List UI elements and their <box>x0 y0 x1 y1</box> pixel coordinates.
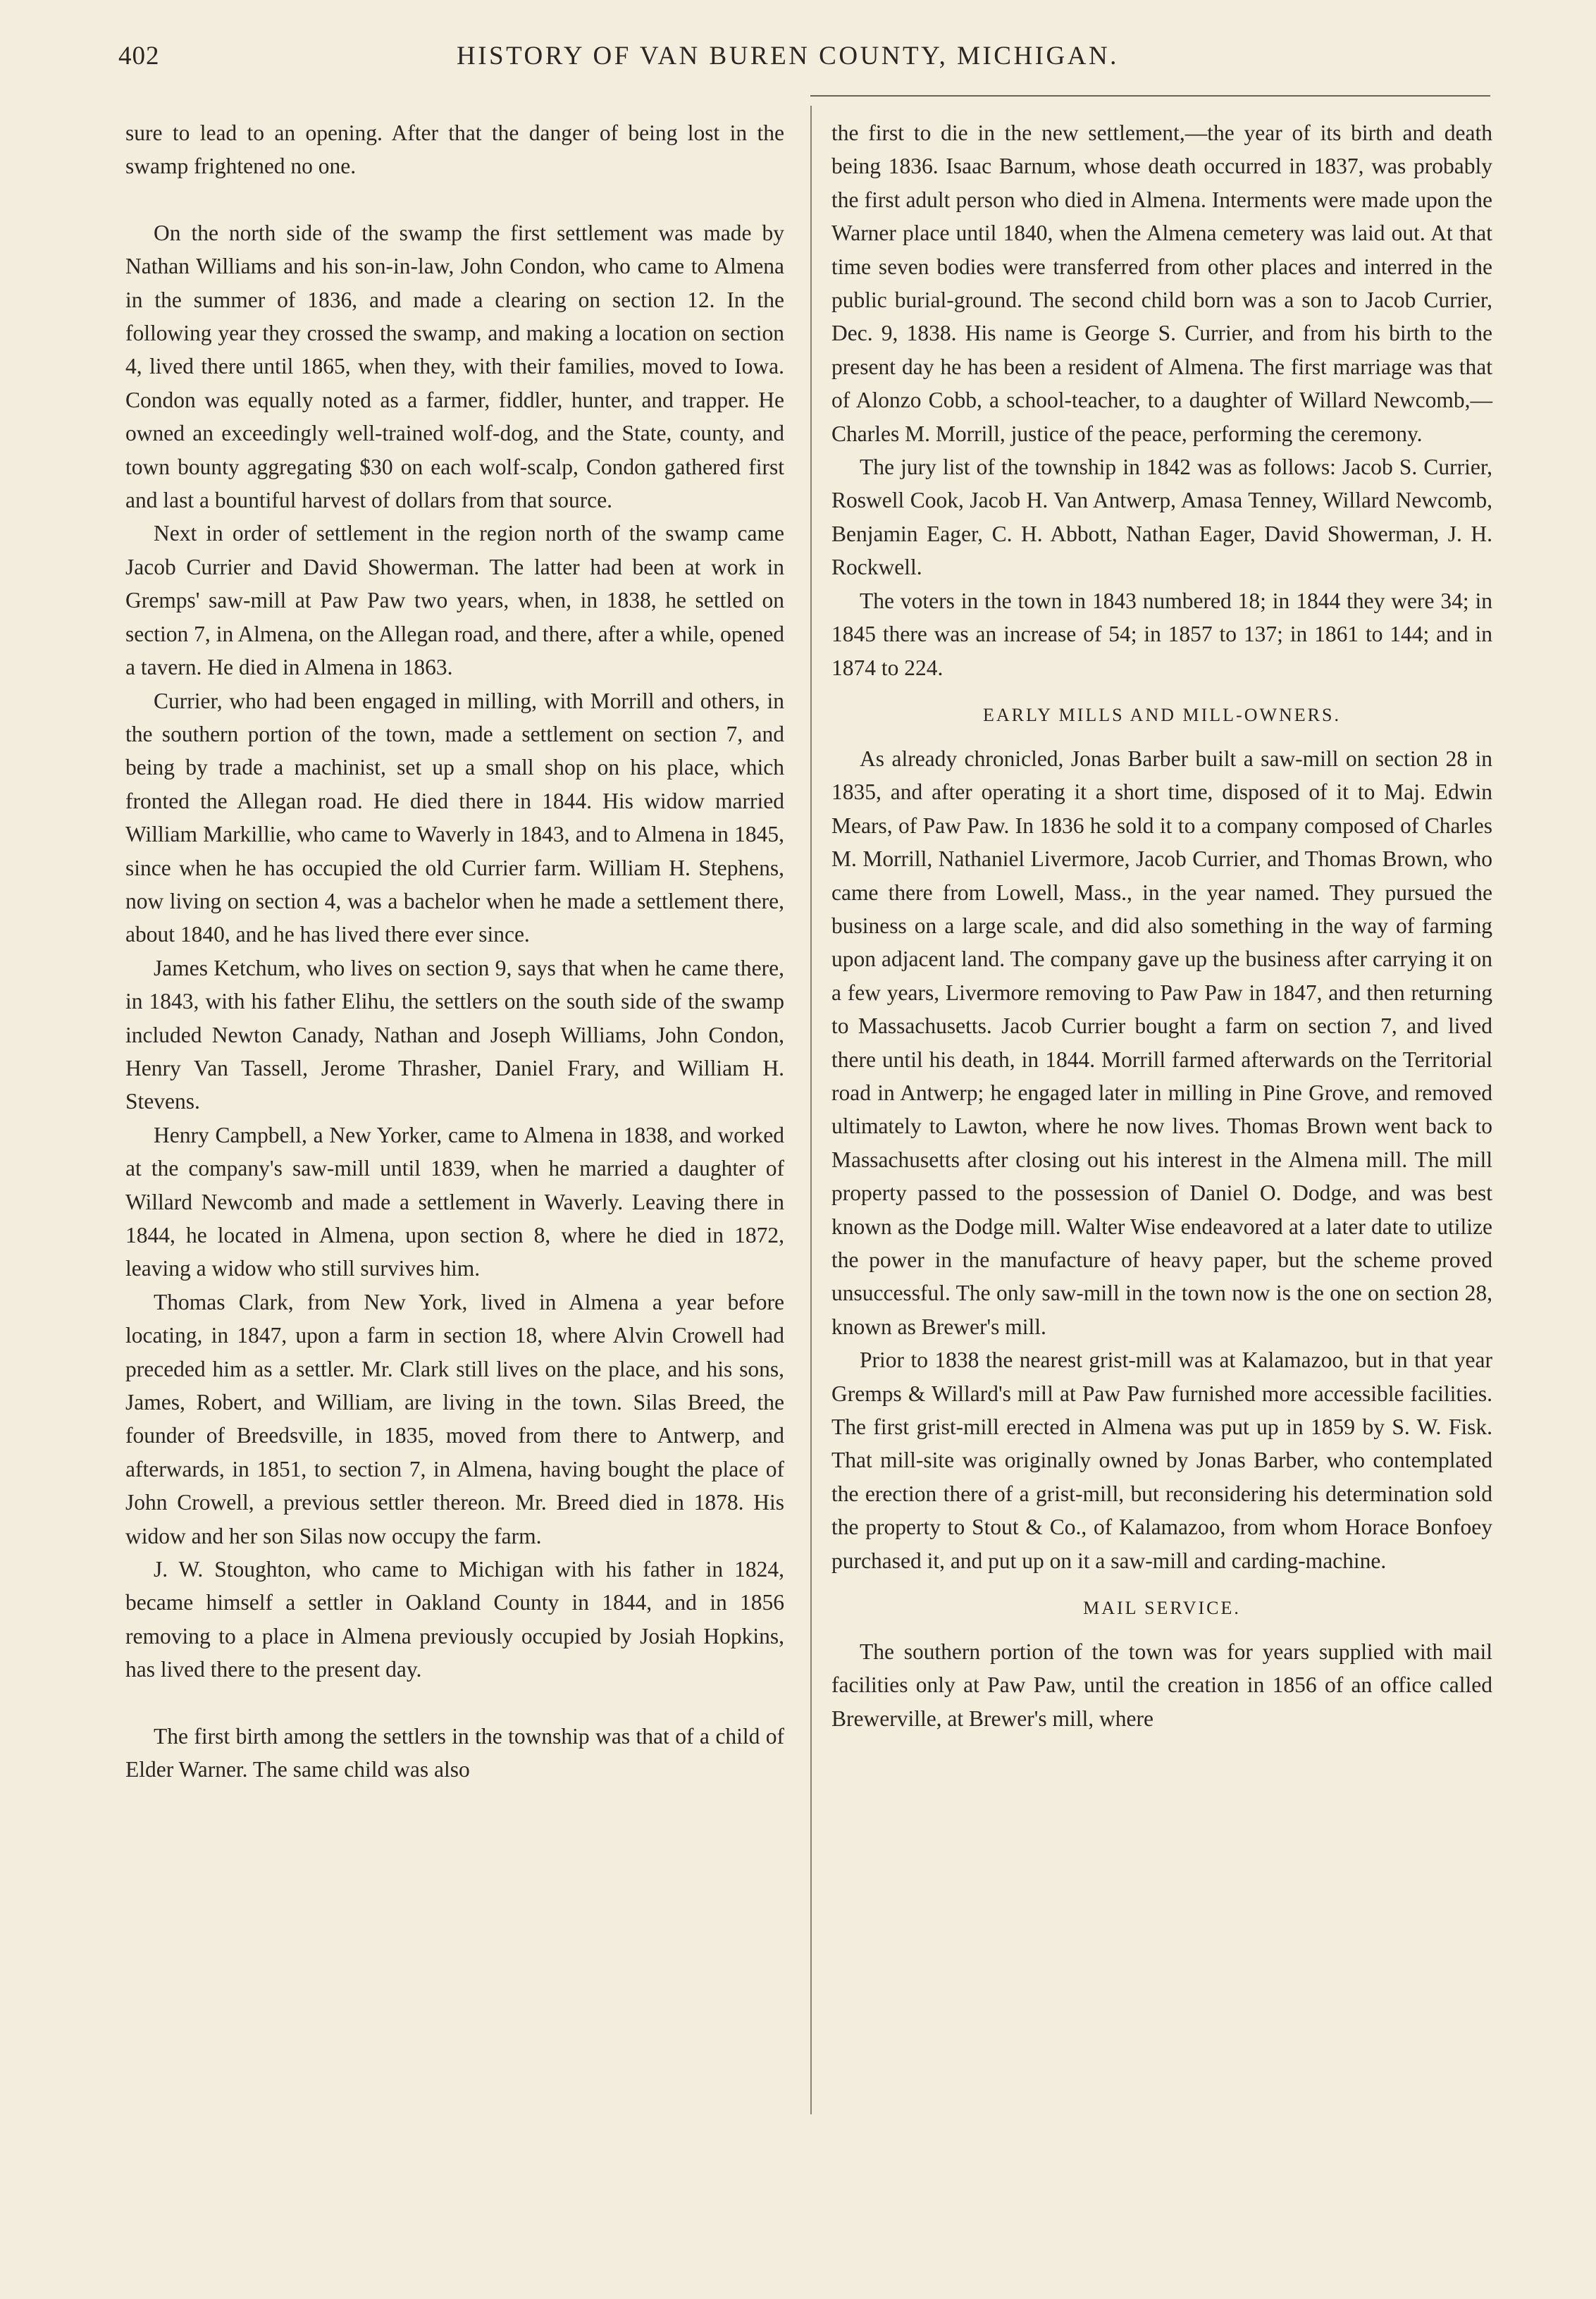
section-heading-early-mills: EARLY MILLS AND MILL-OWNERS. <box>983 704 1341 725</box>
column-divider <box>810 106 812 2114</box>
paragraph: the first to die in the new settlement,—the year of its birth and death being 1836. Isaac Barnum, whose death occurred in 1837, was probably the first adult person who died in Almena. Interments were made upon the Warner place until 1840, when the Almena cemetery was laid out. At that time seven bodies were transferred from other places and interred in the public burial-ground. The second child born was a son to Jacob Currier, Dec. 9, 1838. His name is George S. Currier, and from his birth to the present day he has been a resident of Almena. The first marriage was that of Alonzo Cobb, a school-teacher, to a daughter of Willard Newcomb,—Charles M. Morrill, justice of the peace, performing the ceremony. <box>831 121 1492 446</box>
page-header <box>118 41 1471 83</box>
section-heading-mail-service: MAIL SERVICE. <box>1083 1598 1241 1619</box>
right-column <box>831 116 1492 1735</box>
paragraph: The jury list of the township in 1842 was as follows: Jacob S. Currier, Roswell Cook, Jacob H. Van Antwerp, Amasa Tenney, Willard Newcomb, Benjamin Eager, C. H. Abbott, Nathan Eager, David Showerman, J. H. Rockwell. <box>831 455 1492 580</box>
paragraph: sure to lead to an opening. After that the danger of being lost in the swamp frightened no one. <box>125 121 784 179</box>
paragraph: On the north side of the swamp the first settlement was made by Nathan Williams and his son-in-law, John Condon, who came to Almena in the summer of 1836, and made a clearing on section 12. In the following year they crossed the swamp, and making a location on section 4, lived there until 1865, when they, with their families, moved to Iowa. Condon was equally noted as a farmer, fiddler, hunter, and trapper. He owned an exceedingly well-trained wolf-dog, and the State, county, and town bounty aggregating $30 on each wolf-scalp, Condon gathered first and last a bountiful harvest of dollars from that source. <box>125 220 784 513</box>
paragraph: Thomas Clark, from New York, lived in Almena a year before locating, in 1847, upon a farm in section 18, where Alvin Crowell had preceded him as a settler. Mr. Clark still lives on the place, and his sons, James, Robert, and William, are living in the town. Silas Breed, the founder of Breedsville, in 1835, moved from there to Antwerp, and afterwards, in 1851, to section 7, in Almena, having bought the place of John Crowell, a previous settler thereon. Mr. Breed died in 1878. His widow and her son Silas now occupy the farm. <box>125 1289 784 1548</box>
paragraph: The voters in the town in 1843 numbered 18; in 1844 they were 34; in 1845 there was an increase of 54; in 1857 to 137; in 1861 to 144; and in 1874 to 224. <box>831 588 1492 680</box>
paragraph: J. W. Stoughton, who came to Michigan with his father in 1824, became himself a settler in Oakland County in 1844, and in 1856 removing to a place in Almena previously occupied by Josiah Hopkins, has lived there to the present day. <box>125 1557 784 1682</box>
paragraph: Prior to 1838 the nearest grist-mill was at Kalamazoo, but in that year Gremps & Willard's mill at Paw Paw furnished more accessible facilities. The first grist-mill erected in Almena was put up in 1859 by S. W. Fisk. That mill-site was originally owned by Jonas Barber, who contemplated the erection there of a grist-mill, but reconsidering his determination sold the property to Stout & Co., of Kalamazoo, from whom Horace Bonfoey purchased it, and put up on it a saw-mill and carding-machine. <box>831 1348 1492 1573</box>
paragraph: James Ketchum, who lives on section 9, says that when he came there, in 1843, with his father Elihu, the settlers on the south side of the swamp included Newton Canady, Nathan and Joseph Williams, John Condon, Henry Van Tassell, Jerome Thrasher, Daniel Frary, and William H. Stevens. <box>125 955 784 1114</box>
left-column <box>125 116 784 1787</box>
paragraph: The southern portion of the town was for years supplied with mail facilities only at Paw Paw, until the creation in 1856 of an office called Brewerville, at Brewer's mill, where <box>831 1639 1492 1731</box>
paragraph: Henry Campbell, a New Yorker, came to Almena in 1838, and worked at the company's saw-mill until 1839, when he married a daughter of Willard Newcomb and made a settlement in Waverly. Leaving there in 1844, he located in Almena, upon section 8, where he died in 1872, leaving a widow who still survives him. <box>125 1122 784 1281</box>
running-title: HISTORY OF VAN BUREN COUNTY, MICHIGAN. <box>457 42 1119 70</box>
paragraph: The first birth among the settlers in the township was that of a child of Elder Warner. The same child was also <box>125 1723 784 1782</box>
paragraph: Next in order of settlement in the region north of the swamp came Jacob Currier and David Showerman. The latter had been at work in Gremps' saw-mill at Paw Paw two years, when, in 1838, he settled on section 7, in Almena, on the Allegan road, and there, after a while, opened a tavern. He died in Almena in 1863. <box>125 521 784 680</box>
header-rule <box>810 95 1490 97</box>
page-number: 402 <box>118 42 160 70</box>
paragraph: Currier, who had been engaged in milling, with Morrill and others, in the southern portion of the town, made a settlement on section 7, and being by trade a machinist, set up a small shop on his place, which fronted the Allegan road. He died there in 1844. His widow married William Markillie, who came to Waverly in 1843, and to Almena in 1845, since when he has occupied the old Currier farm. William H. Stephens, now living on section 4, was a bachelor when he made a settlement there, about 1840, and he has lived there ever since. <box>125 688 784 947</box>
paragraph: As already chronicled, Jonas Barber built a saw-mill on section 28 in 1835, and after operating it a short time, disposed of it to Maj. Edwin Mears, of Paw Paw. In 1836 he sold it to a company composed of Charles M. Morrill, Nathaniel Livermore, Jacob Currier, and Thomas Brown, who came there from Lowell, Mass., in the year named. They pursued the business on a large scale, and did also something in the way of farming upon adjacent land. The company gave up the business after carrying it on a few years, Livermore removing to Paw Paw in 1847, and then returning to Massachusetts. Jacob Currier bought a farm on section 7, and lived there until his death, in 1844. Morrill farmed afterwards on the Territorial road in Antwerp; he engaged later in milling in Pine Grove, and removed ultimately to Lawton, where he now lives. Thomas Brown went back to Massachusetts after closing out his interest in the Almena mill. The mill property passed to the possession of Daniel O. Dodge, and was best known as the Dodge mill. Walter Wise endeavored at a later date to utilize the power in the manufacture of heavy paper, but the scheme proved unsuccessful. The only saw-mill in the town now is the one on section 28, known as Brewer's mill. <box>831 746 1492 1339</box>
